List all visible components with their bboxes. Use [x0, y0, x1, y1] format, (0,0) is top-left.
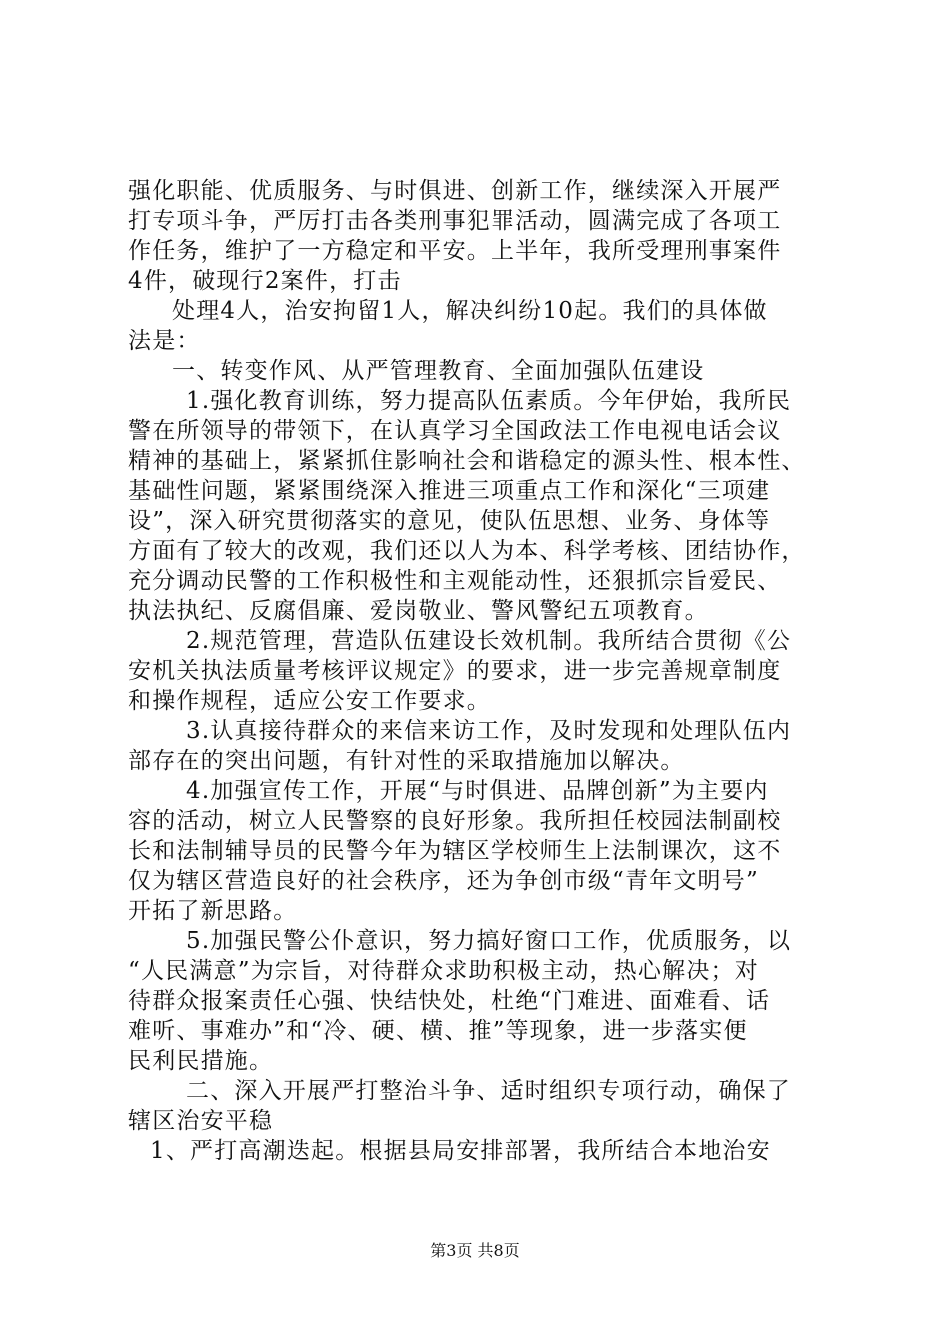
- body-line-3: 作任务，维护了一方稳定和平安。上半年，我所受理刑事案件: [128, 238, 782, 264]
- body-line-2: 打专项斗争，严厉打击各类刑事犯罪活动，圆满完成了各项工: [128, 208, 782, 234]
- body-line-21: 4.加强宣传工作，开展“与时俱进、品牌创新”为主要内: [186, 778, 769, 804]
- body-line-13: 方面有了较大的改观，我们还以人为本、科学考核、团结协作，: [128, 538, 806, 564]
- body-line-27: “人民满意”为宗旨，对待群众求助积极主动，热心解决；对: [128, 958, 759, 984]
- body-line-16: 2.规范管理，营造队伍建设长效机制。我所结合贯彻《公: [186, 628, 792, 654]
- body-line-10: 精神的基础上，紧紧抓住影响社会和谐稳定的源头性、根本性、: [128, 448, 806, 474]
- body-line-5: 处理4人，治安拘留1人，解决纠纷10起。我们的具体做: [172, 298, 768, 324]
- body-line-18: 和操作规程，适应公安工作要求。: [128, 688, 491, 714]
- body-line-22: 容的活动，树立人民警察的良好形象。我所担任校园法制副校: [128, 808, 782, 834]
- body-line-26: 5.加强民警公仆意识，努力搞好窗口工作，优质服务，以: [186, 928, 792, 954]
- body-line-23: 长和法制辅导员的民警今年为辖区学校师生上法制课次，这不: [128, 838, 782, 864]
- body-line-9: 警在所领导的带领下，在认真学习全国政法工作电视电话会议: [128, 418, 782, 444]
- body-line-32: 辖区治安平稳: [128, 1108, 274, 1134]
- body-line-11: 基础性问题，紧紧围绕深入推进三项重点工作和深化“三项建: [128, 478, 771, 504]
- body-line-1: 强化职能、优质服务、与时俱进、创新工作，继续深入开展严: [128, 178, 782, 204]
- body-line-8: 1.强化教育训练，努力提高队伍素质。今年伊始，我所民: [186, 388, 792, 414]
- body-line-33: 1、严打高潮迭起。根据县局安排部署，我所结合本地治安: [150, 1138, 771, 1164]
- document-body: [128, 176, 833, 1166]
- page-number-footer: 第3页 共8页: [430, 1241, 520, 1260]
- body-line-15: 执法执纪、反腐倡廉、爱岗敬业、警风警纪五项教育。: [128, 598, 709, 624]
- body-line-19: 3.认真接待群众的来信来访工作，及时发现和处理队伍内: [186, 718, 792, 744]
- body-line-28: 待群众报案责任心强、快结快处，杜绝“门难进、面难看、话: [128, 988, 771, 1014]
- body-line-20: 部存在的突出问题，有针对性的采取措施加以解决。: [128, 748, 685, 774]
- body-line-12: 设”，深入研究贯彻落实的意见，使队伍思想、业务、身体等: [128, 508, 771, 534]
- body-line-4: 4件，破现行2案件，打击: [128, 268, 402, 294]
- body-line-30: 民利民措施。: [128, 1048, 274, 1074]
- body-line-14: 充分调动民警的工作积极性和主观能动性，还狠抓宗旨爱民、: [128, 568, 782, 594]
- body-line-6: 法是：: [128, 328, 201, 354]
- section-heading-1: 一、转变作风、从严管理教育、全面加强队伍建设: [172, 358, 705, 384]
- body-line-25: 开拓了新思路。: [128, 898, 298, 924]
- body-line-17: 安机关执法质量考核评议规定》的要求，进一步完善规章制度: [128, 658, 782, 684]
- body-line-24: 仅为辖区营造良好的社会秩序，还为争创市级“青年文明号”: [128, 868, 759, 894]
- body-line-29: 难听、事难办”和“冷、硬、横、推”等现象，进一步落实便: [128, 1018, 748, 1044]
- section-heading-2: 二、深入开展严打整治斗争、适时组织专项行动，确保了: [186, 1078, 791, 1104]
